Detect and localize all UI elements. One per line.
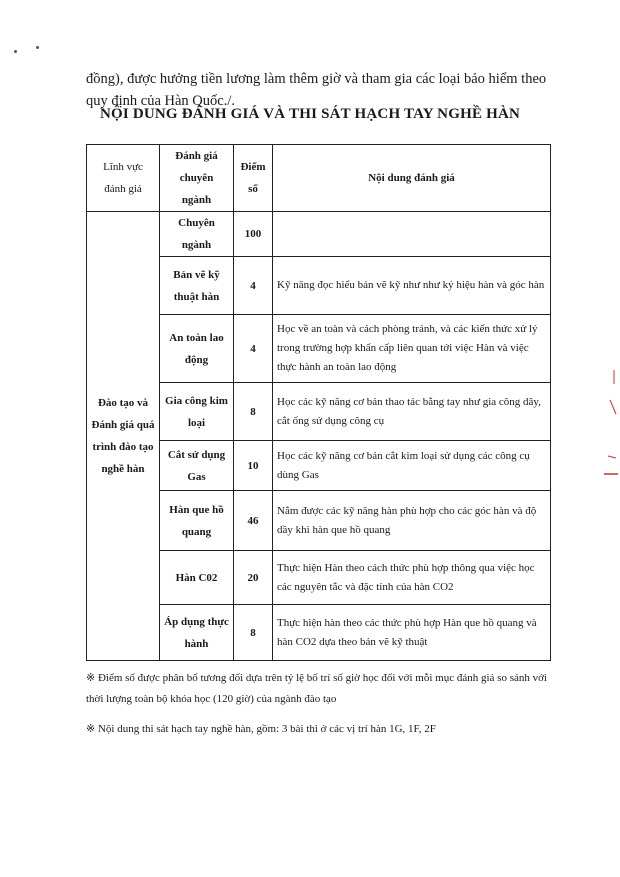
content-cell: Thực hiện Hàn theo cách thức phù hợp thông qua việc học các nguyên tắc và đặc tính của hàn CO2 [273, 551, 551, 605]
area-cell: An toàn lao động [160, 315, 234, 383]
content-cell: Học các kỹ năng cơ bản cắt kim loại sử dụng các công cụ dùng Gas [273, 441, 551, 491]
area-cell: Áp dụng thực hành [160, 605, 234, 661]
header-field: Lĩnh vực đánh giá [87, 145, 160, 212]
footnote: ※ Điểm số được phân bổ tương đối dựa trên tỷ lệ bố trí số giờ học đối với mỗi mục đánh giá so sánh với thời lượng toàn bộ khóa học (120 giờ) của ngành đào tạo [86, 672, 547, 705]
header-area: Đánh giá chuyên ngành [160, 145, 234, 212]
points-cell: 20 [234, 551, 273, 605]
category-cell: Đào tạo và Đánh giá quá trình đào tạo nghề hàn [87, 212, 160, 661]
content-cell: Nắm được các kỹ năng hàn phù hợp cho các góc hàn và độ dầy khi hàn que hồ quang [273, 491, 551, 551]
content-cell: Học về an toàn và cách phòng tránh, và các kiến thức xử lý trong trường hợp khẩn cấp liên quan tới việc Hàn và việc thực hành an toàn lao động [273, 315, 551, 383]
points-cell: 8 [234, 383, 273, 441]
total-points: 100 [234, 212, 273, 257]
table-header-row [87, 145, 551, 212]
stamp-edge-mark [604, 370, 618, 490]
points-cell: 4 [234, 257, 273, 315]
footnotes [86, 668, 556, 749]
total-label: Chuyên ngành [160, 212, 234, 257]
area-cell: Bản vẽ kỹ thuật hàn [160, 257, 234, 315]
area-cell: Cắt sử dụng Gas [160, 441, 234, 491]
footnote: ※ Nội dung thi sát hạch tay nghề hàn, gồm: 3 bài thi ở các vị trí hàn 1G, 1F, 2F [86, 723, 436, 735]
area-cell: Hàn que hồ quang [160, 491, 234, 551]
area-cell: Gia công kim loại [160, 383, 234, 441]
content-cell: Học các kỹ năng cơ bản thao tác bằng tay như gia công dây, cắt ống sử dụng công cụ [273, 383, 551, 441]
content-cell: Kỹ năng đọc hiểu bản vẽ kỹ như như ký hiệu hàn và góc hàn [273, 257, 551, 315]
content-cell: Thực hiện hàn theo các thức phù hợp Hàn que hồ quang và hàn CO2 dựa theo bản vẽ kỹ thuật [273, 605, 551, 661]
points-cell: 46 [234, 491, 273, 551]
header-points: Điểm số [234, 145, 273, 212]
points-cell: 4 [234, 315, 273, 383]
table-row-total [87, 212, 551, 257]
intro-paragraph: đồng), được hưởng tiền lương làm thêm giờ và tham gia các loại bảo hiểm theo quy định của Hàn Quốc./. [86, 71, 547, 109]
page-title: NỘI DUNG ĐÁNH GIÁ VÀ THI SÁT HẠCH TAY NGHỀ HÀN [99, 106, 521, 122]
scan-speck [36, 46, 39, 49]
total-content [273, 212, 551, 257]
area-cell: Hàn C02 [160, 551, 234, 605]
evaluation-table [86, 144, 551, 661]
header-content: Nội dung đánh giá [273, 145, 551, 212]
points-cell: 10 [234, 441, 273, 491]
points-cell: 8 [234, 605, 273, 661]
scan-speck [14, 50, 17, 53]
